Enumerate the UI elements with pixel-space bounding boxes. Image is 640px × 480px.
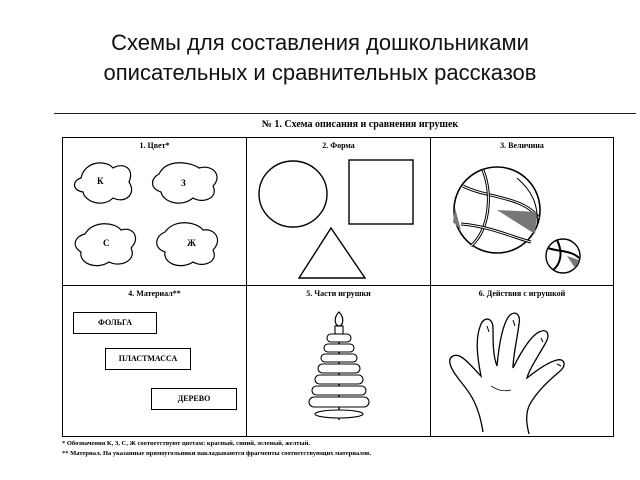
letter-green: З (181, 178, 186, 188)
cell-color-label: 1. Цвет* (139, 141, 170, 150)
hand-drawing (431, 286, 613, 436)
ring-4 (318, 364, 360, 373)
slide-title-line-1: Схемы для составления дошкольниками (111, 30, 529, 55)
cell-size-label: 3. Величина (500, 141, 544, 150)
cell-size (431, 138, 613, 286)
material-plastic: ПЛАСТМАССА (105, 348, 191, 370)
ring-5 (315, 375, 363, 384)
hand-outline (450, 313, 564, 434)
cell-color (63, 138, 247, 286)
triangle-shape (299, 228, 365, 278)
small-ball (546, 239, 580, 273)
sheet-top-rule (54, 113, 636, 114)
slide-title (0, 28, 640, 88)
slide-title-line-2: описательных и сравнительных рассказов (103, 60, 537, 85)
material-foil: ФОЛЬГА (73, 312, 157, 334)
cell-shape-label: 2. Форма (322, 141, 355, 150)
ring-1 (327, 334, 351, 342)
material-wood: ДЕРЕВО (151, 388, 237, 410)
cell-shape (247, 138, 431, 286)
ring-3 (321, 354, 357, 362)
balls-drawing (431, 138, 613, 286)
circle-shape (259, 161, 327, 227)
shapes-drawing (247, 138, 431, 286)
cell-parts (247, 286, 431, 436)
square-shape (349, 160, 413, 224)
pyramid-base (315, 410, 363, 418)
footnote-colors: * Обозначения К, З, С, Ж соответствуют цветам: красный, синий, зеленый, желтый. (62, 440, 310, 447)
big-ball (453, 167, 540, 253)
color-blots-drawing (63, 138, 247, 286)
ring-2 (324, 344, 354, 352)
cell-material (63, 286, 247, 436)
ring-6 (312, 386, 366, 395)
cell-parts-label: 5. Части игрушки (306, 289, 371, 298)
letter-yellow: Ж (187, 238, 196, 248)
footnote-materials: ** Материал. На указанные прямоугольники накладываются фрагменты соответствующих материалов. (62, 450, 372, 457)
scheme-grid (62, 137, 614, 437)
letter-red: К (97, 176, 104, 186)
pyramid-top (335, 312, 343, 326)
pyramid-drawing (247, 286, 431, 436)
cell-actions (431, 286, 613, 436)
ring-7 (309, 397, 369, 407)
cell-material-label: 4. Материал** (128, 289, 181, 298)
scheme-sheet (44, 113, 636, 475)
cell-actions-label: 6. Действия с игрушкой (478, 289, 566, 298)
letter-blue: С (103, 238, 110, 248)
sheet-title: № 1. Схема описания и сравнения игрушек (261, 119, 459, 130)
